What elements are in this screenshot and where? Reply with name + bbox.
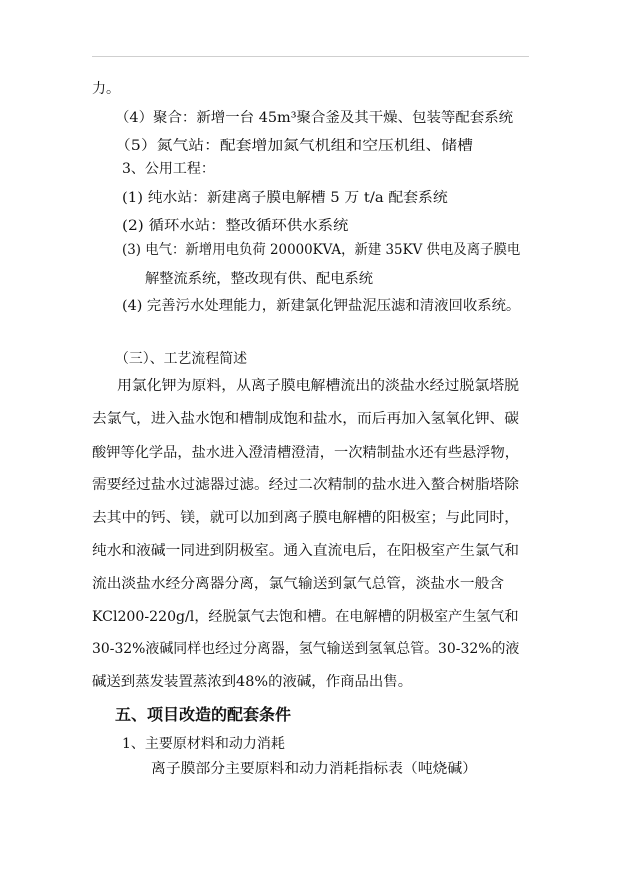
- paragraph-line: 纯水和液碱一同进到阴极室。通入直流电后，在阳极室产生氯气和: [92, 543, 519, 559]
- list-item: (4) 完善污水处理能力，新建氯化钾盐泥压滤和清液回收系统。: [122, 298, 521, 314]
- paragraph-line: 用氯化钾为原料，从离子膜电解槽流出的淡盐水经过脱氯塔脱: [117, 378, 519, 394]
- list-item: （5）氮气站：配套增加氮气机组和空压机组、储槽: [115, 138, 473, 154]
- subheading: 1、主要原材料和动力消耗: [122, 736, 285, 752]
- paragraph-line: 酸钾等化学品，盐水进入澄清槽澄清，一次精制盐水还有些悬浮物，: [92, 445, 519, 461]
- section-heading: 五、项目改造的配套条件: [115, 705, 292, 724]
- paragraph-line: 碱送到蒸发装置蒸浓到48%的液碱，作商品出售。: [92, 674, 413, 690]
- paragraph-line: 30-32%液碱同样也经过分离器，氢气输送到氢氧总管。30-32%的液: [92, 641, 520, 657]
- list-item: (2) 循环水站：整改循环供水系统: [122, 218, 349, 234]
- table-caption: 离子膜部分主要原料和动力消耗指标表（吨烧碱）: [151, 761, 477, 777]
- list-item: (3) 电气：新增用电负荷 20000KVA，新建 35KV 供电及离子膜电: [122, 242, 521, 258]
- paragraph-line: 去氯气，进入盐水饱和槽制成饱和盐水，而后再加入氢氧化钾、碳: [92, 411, 519, 427]
- header-rule: [92, 56, 529, 57]
- list-item: (1) 纯水站：新建离子膜电解槽 5 万 t/a 配套系统: [122, 190, 448, 206]
- list-item: （4）聚合：新增一台 45m³聚合釜及其干燥、包装等配套系统: [115, 110, 514, 126]
- paragraph-line: 去其中的钙、镁，就可以加到离子膜电解槽的阳极室；与此同时，: [92, 510, 519, 526]
- section-subtitle: （三）、工艺流程简述: [115, 351, 247, 367]
- paragraph-line: 流出淡盐水经分离器分离，氯气输送到氯气总管，淡盐水一般含: [92, 576, 504, 592]
- list-item: 解整流系统，整改现有供、配电系统: [145, 271, 373, 287]
- paragraph-line: KCl200-220g/l，经脱氯气去饱和槽。在电解槽的阴极室产生氢气和: [92, 609, 519, 625]
- list-item: 3、公用工程：: [122, 161, 215, 177]
- paragraph-line: 需要经过盐水过滤器过滤。经过二次精制的盐水进入螯合树脂塔除: [92, 477, 519, 493]
- text-line: 力。: [92, 81, 120, 97]
